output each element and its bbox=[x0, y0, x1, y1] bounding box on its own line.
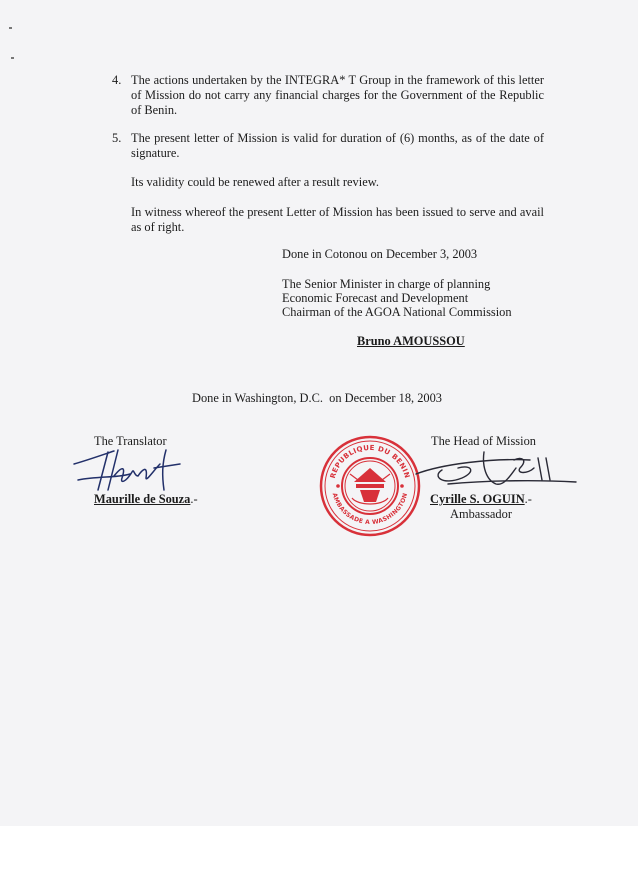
scan-speck bbox=[11, 57, 14, 59]
translator-label: The Translator bbox=[94, 434, 167, 448]
head-of-mission-label: The Head of Mission bbox=[431, 434, 536, 448]
seal-bottom-text: AMBASSADE A WASHINGTON bbox=[330, 492, 410, 527]
validity-paragraph: Its validity could be renewed after a result review. bbox=[131, 175, 379, 189]
seal-top-text: REPUBLIQUE DU BENIN bbox=[328, 443, 412, 480]
head-of-mission-name-suffix: .- bbox=[524, 492, 532, 506]
head-of-mission-name-line bbox=[430, 492, 532, 507]
scan-speck bbox=[9, 27, 12, 29]
washington-done-line: Done in Washington, D.C. on December 18, 2003 bbox=[192, 391, 442, 405]
translator-name-suffix: .- bbox=[190, 492, 198, 506]
item-text: The actions undertaken by the INTEGRA* T Group in the framework of this letter of Mission do not carry any financial charges for the Government of the Republic of Benin. bbox=[131, 73, 544, 117]
minister-title-line: The Senior Minister in charge of planning bbox=[282, 277, 491, 291]
translator-name-line bbox=[94, 492, 198, 507]
cotonou-done-line: Done in Cotonou on December 3, 2003 bbox=[282, 247, 478, 261]
item-number: 5. bbox=[112, 131, 122, 145]
witness-paragraph: In witness whereof the present Letter of Mission has been issued to serve and avail as of right. bbox=[131, 205, 544, 234]
head-of-mission-name: Cyrille S. OGUIN bbox=[430, 492, 525, 506]
minister-signatory: Bruno AMOUSSOU bbox=[357, 334, 465, 348]
item-number: 4. bbox=[112, 73, 122, 87]
translator-name: Maurille de Souza bbox=[94, 492, 191, 506]
translator-signature bbox=[68, 446, 188, 496]
head-of-mission-role: Ambassador bbox=[450, 507, 512, 521]
minister-title-line: Economic Forecast and Development bbox=[282, 291, 469, 305]
item-text: The present letter of Mission is valid for duration of (6) months, as of the date of signature. bbox=[131, 131, 544, 160]
minister-title-line: Chairman of the AGOA National Commission bbox=[282, 305, 512, 319]
head-of-mission-signature bbox=[412, 446, 582, 496]
scan-border bbox=[0, 826, 638, 878]
embassy-seal bbox=[318, 434, 422, 538]
